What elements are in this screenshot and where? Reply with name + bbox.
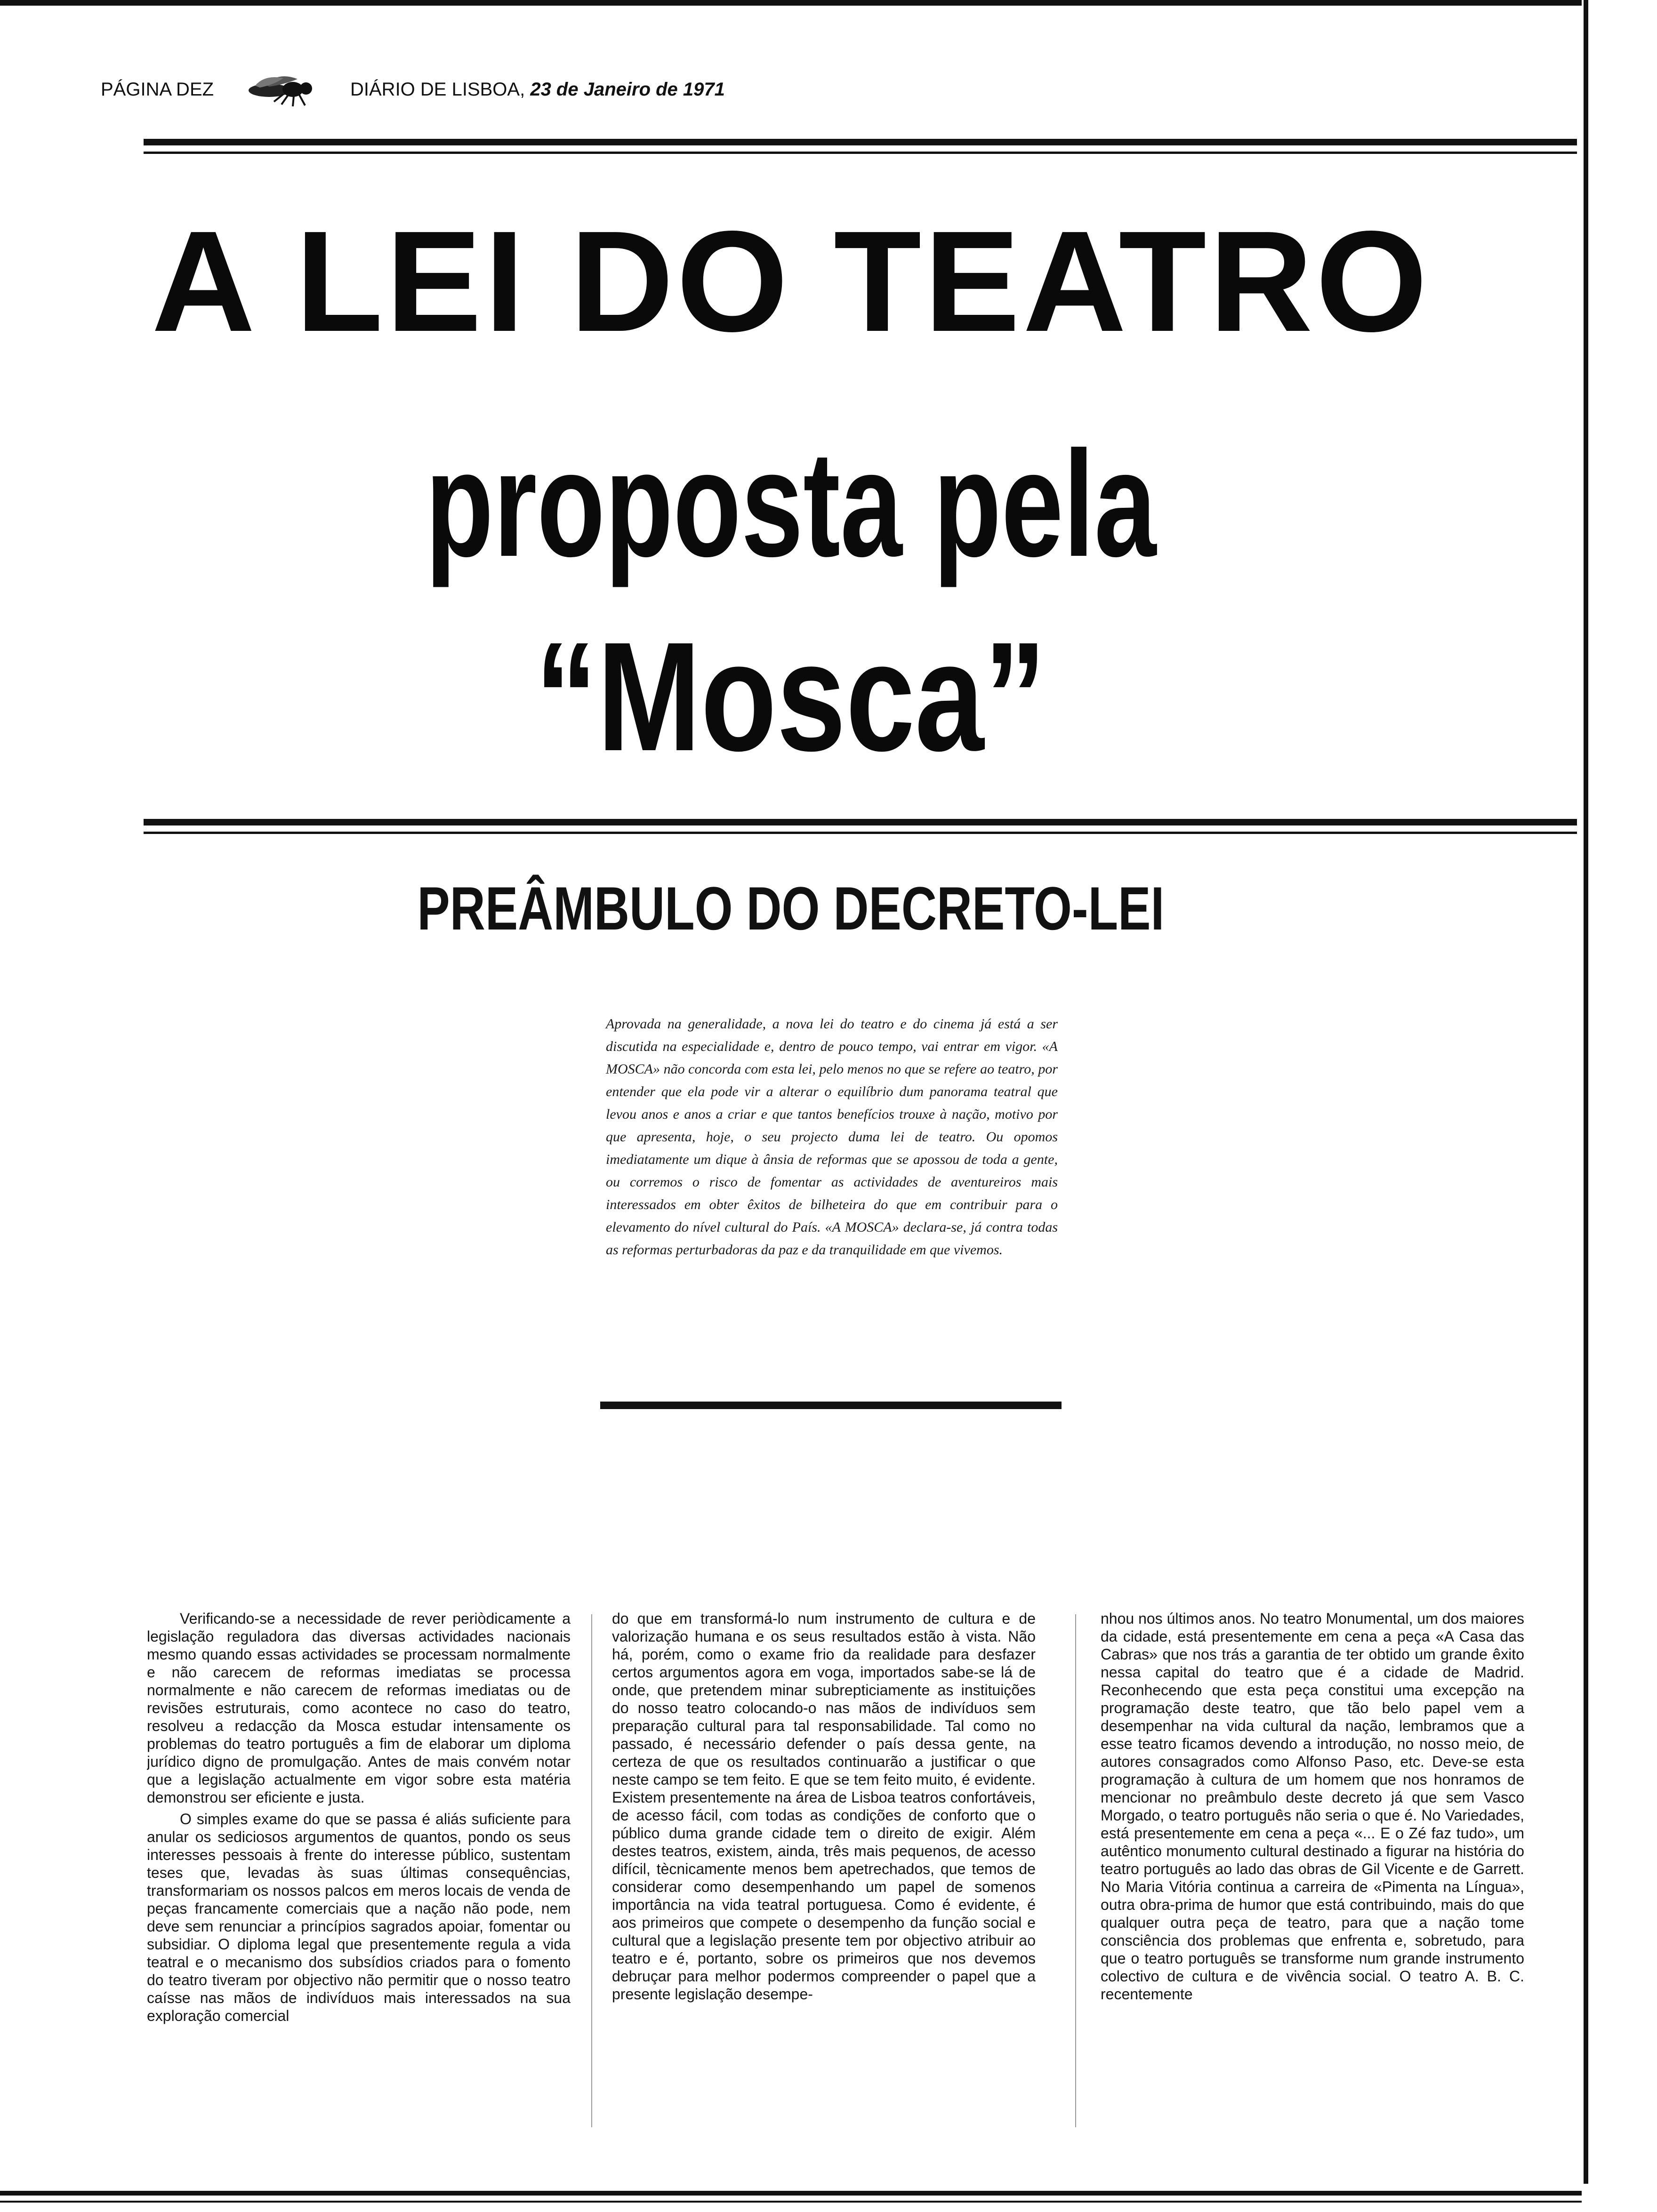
article-column-1 [147, 1610, 571, 2132]
headline-rule-thick [144, 819, 1577, 825]
column-1-paragraph-1: Verificando-se a necessidade de rever periòdicamente a legislação reguladora das diversas actividades nacionais mesmo quando essas actividades se processam normalmente e não carecem de reformas imediatas se processa normalmente e não carecem de reformas imediatas ou de revisões estruturais, como acontece no caso do teatro, resolveu a redacção da Mosca estudar intensamente os problemas do teatro português a fim de elaborar um diploma jurídico digno de promulgação. Antes de mais convém notar que a legislação actualmente em vigor sobre esta matéria demonstrou ser eficiente e justa. [147, 1610, 571, 1806]
page-edge-top [0, 0, 1582, 6]
intro-paragraph: Aprovada na generalidade, a nova lei do teatro e do cinema já está a ser discutida na especialidade e, dentro de pouco tempo, vai entrar em vigor. «A MOSCA» não concorda com esta lei, pelo menos no que se refere ao teatro, por entender que ela pode vir a alterar o equilíbrio dum panorama teatral que levou anos e anos a criar e que tantos benefícios trouxe à nação, motivo por que apresenta, hoje, o seu projecto duma lei de teatro. Ou opomos imediatamente um dique à ânsia de reformas que se apossou de toda a gente, ou corremos o risco de fomentar as actividades de aventureiros mais interessados em obter êxitos de bilheteira do que em contribuir para o elevamento do nível cultural do País. «A MOSCA» declara-se, já contra todas as reformas perturbadoras da paz e da tranquilidade em que vivemos. [606, 1016, 1058, 1258]
headline-line-2-text: proposta pela [425, 419, 1157, 588]
headline-line-2 [0, 419, 1582, 588]
article-column-3 [1101, 1610, 1524, 2132]
column-divider-1 [591, 1614, 592, 2127]
page-edge-bottom [0, 2191, 1582, 2196]
newspaper-name: DIÁRIO DE LISBOA, [350, 79, 531, 100]
headline-line-3 [0, 609, 1582, 783]
column-2-paragraph-1: do que em transformá-lo num instrumento de cultura e de valorização humana e os seus resultados estão à vista. Não há, porém, como o exame frio da realidade para desfazer certos argumentos agora em voga, importados sabe-se lá de onde, que pretendem minar subrepticiamente as instituições do nosso teatro colocando-o nas mãos de indivíduos sem preparação cultural para tal responsabilidade. Tal como no passado, é necessário defender o país dessa gente, na certeza de que os resultados continuarão a justificar o que neste campo se tem feito. E que se tem feito muito, é evidente. Existem presentemente na área de Lisboa teatros confortáveis, de acesso fácil, com todas as condições de conforto que o público duma grande cidade tem o direito de exigir. Além destes teatros, existem, ainda, três mais pequenos, de acesso difícil, tècnicamente menos bem apetrechados, que temos de considerar como desempenhando um papel de somenos importância na vida teatral portuguesa. Como é evidente, é aos primeiros que compete o desempenho da função social e cultural que a legislação presente tem por objectivo atribuir ao teatro e é, portanto, sobre os primeiros que nos devemos debruçar para melhor podermos compreender o papel que a presente legislação desempe- [612, 1610, 1036, 2003]
subheadline [0, 875, 1582, 941]
header-rule-thin [144, 152, 1577, 154]
page-edge-right [1584, 0, 1588, 2184]
page-edge-bottom-thin [0, 2201, 1582, 2203]
headline-line-3-text: “Mosca” [535, 609, 1046, 783]
page-number-label: PÁGINA DEZ [101, 79, 214, 100]
intro-rule [600, 1402, 1062, 1409]
issue-date: 23 de Janeiro de 1971 [530, 79, 725, 100]
subheadline-text: PREÂMBULO DO DECRETO-LEI [417, 874, 1165, 943]
column-divider-2 [1075, 1614, 1076, 2127]
header-rule-thick [144, 139, 1577, 145]
running-head [101, 71, 760, 108]
headline-rule-thin [144, 832, 1577, 834]
article-column-2 [612, 1610, 1036, 2132]
column-1-paragraph-2: O simples exame do que se passa é aliás suficiente para anular os sediciosos argumentos de quantos, pondo os seus interesses pessoais à frente do interesse público, sustentam teses que, levadas às suas últimas consequências, transformariam os nossos palcos em meros locais de venda de peças francamente comerciais que a nação não pode, nem deve sem renunciar a princípios sagrados apoiar, fomentar ou subsidiar. O diploma legal que presentemente regula a vida teatral e o mecanismo dos subsídios criados para o fomento do teatro tiveram por objectivo não permitir que o nosso teatro caísse nas mãos de indivíduos mais interessados na sua exploração comercial [147, 1811, 571, 2024]
fly-icon [236, 71, 326, 121]
column-3-paragraph-1: nhou nos últimos anos. No teatro Monumental, um dos maiores da cidade, está presentemente em cena a peça «A Casa das Cabras» que nos trás a garantia de ter obtido um grande êxito nessa capital do teatro que é a cidade de Madrid. Reconhecendo que esta peça constitui uma excepção na programação deste teatro, que tão belo papel vem a desempenhar na vida cultural da nação, lembramos que a esse teatro ficamos devendo a introdução, no nosso meio, de autores consagrados como Alfonso Paso, etc. Deve-se esta programação à cultura de um homem que nos honramos de mencionar no preâmbulo deste decreto já que sem Vasco Morgado, o teatro português não seria o que é. No Variedades, está presentemente em cena a peça «... E o Zé faz tudo», um autêntico monumento cultural destinado a figurar na história do teatro português ao lado das obras de Gil Vicente e de Garrett. No Maria Vitória continua a carreira de «Pimenta na Língua», outra obra-prima de humor que está contribuindo, mais do que qualquer outra peça de teatro, para que a nação tome consciência dos problemas que enfrenta e, sobretudo, para que o teatro português se transforme num grande instrumento colectivo de cultura e de vivência social. O teatro A. B. C. recentemente [1101, 1610, 1524, 2003]
newspaper-dateline [350, 71, 725, 108]
headline-line-1: A LEI DO TEATRO [151, 201, 1431, 361]
